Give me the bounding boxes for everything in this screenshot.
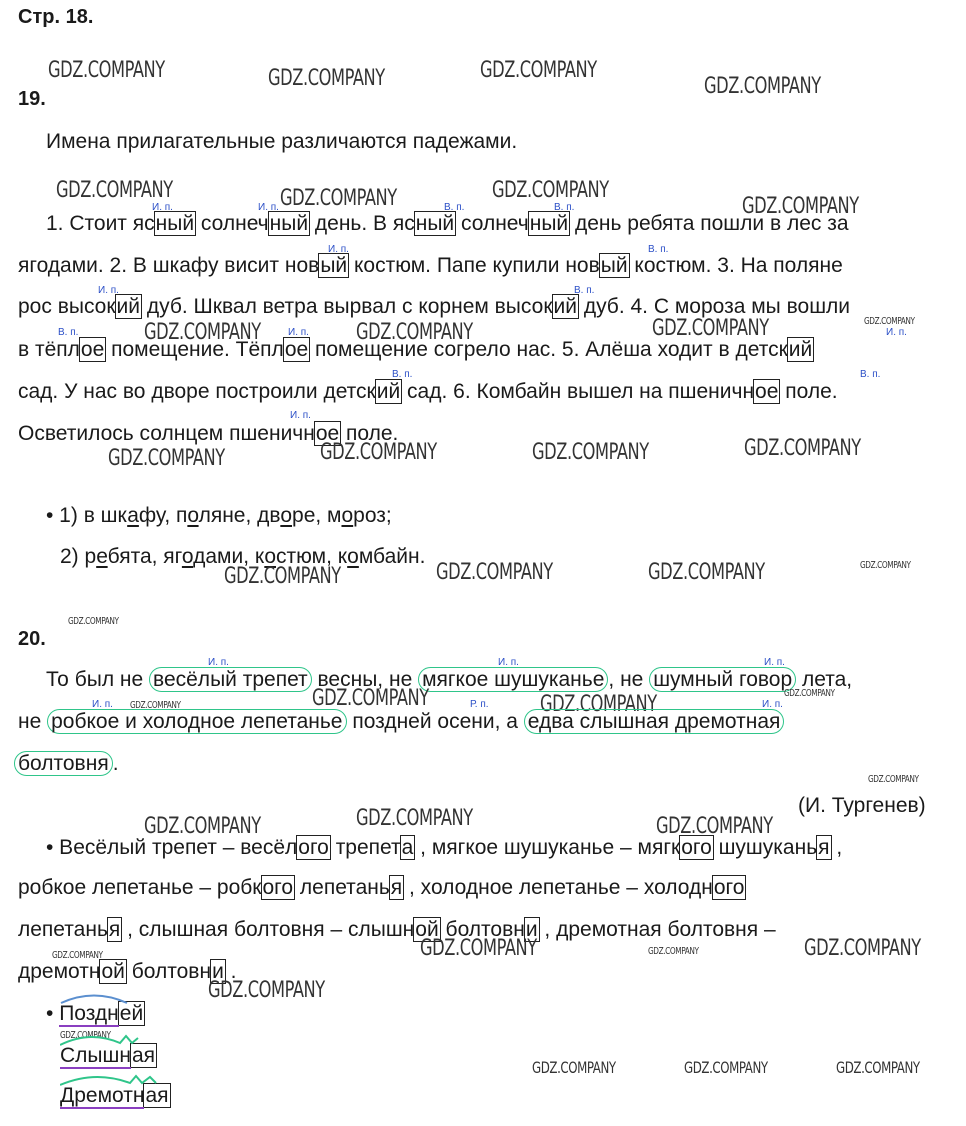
- watermark: GDZ.COMPANY: [224, 564, 341, 589]
- root-arc: [60, 1034, 140, 1046]
- watermark: GDZ.COMPANY: [436, 560, 553, 585]
- sentence-line: рос высокий дуб. Шквал ветра вырвал с корнем высокий дуб. 4. С мороза мы вошли: [18, 295, 851, 318]
- watermark: GDZ.COMPANY: [864, 316, 915, 327]
- sentence-line: сад. У нас во дворе построили детский сад. 6. Комбайн вышел на пшеничное поле.: [18, 380, 838, 403]
- bullet-line: лепетанья , слышная болтовня – слышной болтовни , дремотная болтовня –: [18, 918, 776, 941]
- adjective-ending: ный: [415, 212, 455, 235]
- case-label: И. п.: [98, 285, 119, 296]
- case-label: В. п.: [574, 285, 595, 296]
- sentence-line: То был не весёлый трепет весны, не мягкое шушуканье , не шумный говор лета,: [46, 668, 853, 691]
- watermark: GDZ.COMPANY: [130, 700, 181, 711]
- watermark: GDZ.COMPANY: [480, 58, 597, 83]
- sentence-line: ягодами. 2. В шкафу висит новый костюм. Папе купили новый костюм. 3. На поляне: [18, 254, 843, 277]
- root-arc: [59, 992, 129, 1004]
- case-label: И. п.: [498, 657, 519, 668]
- adjective-ending: ный: [529, 212, 569, 235]
- sentence-line: болтовня .: [14, 750, 119, 778]
- task-number: 19.: [18, 88, 46, 110]
- case-label: И. п.: [290, 410, 311, 421]
- watermark: GDZ.COMPANY: [868, 774, 919, 785]
- bullet-line: • 1) в шкафу, поляне, дворе, мороз;: [46, 504, 392, 527]
- case-label: И. п.: [764, 657, 785, 668]
- watermark: GDZ.COMPANY: [648, 946, 699, 957]
- watermark: GDZ.COMPANY: [144, 320, 261, 345]
- adjective-ending: ое: [315, 422, 340, 445]
- case-label: В. п.: [58, 327, 79, 338]
- task-intro: Имена прилагательные различаются падежами.: [46, 130, 518, 153]
- watermark: GDZ.COMPANY: [532, 1058, 616, 1077]
- case-label: В. п.: [444, 202, 465, 213]
- watermark: GDZ.COMPANY: [804, 936, 921, 961]
- sentence-line: не робкое и холодное лепетанье поздней осени, а едва слышная дремотная: [18, 708, 784, 736]
- case-label: В. п.: [860, 369, 881, 380]
- phrase-highlight: мягкое шушуканье: [418, 667, 608, 692]
- case-label: И. п.: [208, 657, 229, 668]
- phrase-highlight: болтовня: [14, 751, 113, 776]
- adjective-ending: ный: [155, 212, 195, 235]
- case-label: И. п.: [288, 327, 309, 338]
- watermark: GDZ.COMPANY: [52, 950, 103, 961]
- watermark: GDZ.COMPANY: [784, 688, 835, 699]
- watermark: GDZ.COMPANY: [108, 446, 225, 471]
- watermark: GDZ.COMPANY: [652, 316, 769, 341]
- watermark: GDZ.COMPANY: [60, 1030, 111, 1041]
- case-label: И. п.: [762, 699, 783, 710]
- watermark: GDZ.COMPANY: [648, 560, 765, 585]
- case-label: Р. п.: [470, 699, 489, 710]
- adjective-ending: ый: [320, 254, 348, 277]
- adjective-ending: ий: [788, 338, 813, 361]
- adjective-ending: ое: [755, 380, 779, 403]
- page-reference: Стр. 18.: [18, 6, 94, 28]
- phrase-highlight: весёлый трепет: [149, 667, 312, 692]
- bullet-line: 2) ребята, ягодами, костюм, комбайн.: [60, 545, 426, 568]
- case-label: И. п.: [258, 202, 279, 213]
- watermark: GDZ.COMPANY: [540, 692, 657, 717]
- phrase-highlight: шумный говор: [649, 667, 796, 692]
- author: (И. Тургенев): [798, 794, 926, 817]
- case-label: И. п.: [92, 699, 113, 710]
- watermark: GDZ.COMPANY: [208, 978, 325, 1003]
- watermark: GDZ.COMPANY: [320, 440, 437, 465]
- adjective-ending: ый: [600, 254, 628, 277]
- watermark: GDZ.COMPANY: [742, 194, 859, 219]
- case-label: В. п.: [392, 369, 413, 380]
- case-label: В. п.: [648, 244, 669, 255]
- watermark: GDZ.COMPANY: [312, 686, 429, 711]
- watermark: GDZ.COMPANY: [492, 178, 609, 203]
- adjective-ending: ое: [284, 338, 309, 361]
- watermark: GDZ.COMPANY: [836, 1058, 920, 1077]
- case-label: И. п.: [152, 202, 173, 213]
- sentence-line: 1. Стоит ясный солнечный день. В ясный солнечный день ребята пошли в лес за: [46, 212, 849, 235]
- watermark: GDZ.COMPANY: [68, 616, 119, 627]
- phrase-highlight: робкое и холодное лепетанье: [47, 709, 346, 734]
- adjective-ending: ный: [269, 212, 309, 235]
- sentence-line: Осветилось солнцем пшеничное поле.: [18, 422, 399, 445]
- watermark: GDZ.COMPANY: [268, 66, 385, 91]
- watermark: GDZ.COMPANY: [420, 936, 537, 961]
- phrase-highlight: едва слышная дремотная: [524, 709, 785, 734]
- adjective-ending: ое: [80, 338, 105, 361]
- case-label: В. п.: [554, 202, 575, 213]
- task-number: 20.: [18, 628, 46, 650]
- bullet-line: робкое лепетанье – робкого лепетанья , холодное лепетанье – холодного: [18, 876, 745, 899]
- case-label: И. п.: [328, 244, 349, 255]
- watermark: GDZ.COMPANY: [56, 178, 173, 203]
- morph-word: • Поздней: [46, 1000, 144, 1028]
- adjective-ending: ий: [376, 380, 401, 403]
- watermark: GDZ.COMPANY: [356, 320, 473, 345]
- morph-word: Слышная: [60, 1042, 156, 1070]
- morph-word: Дремотная: [60, 1082, 170, 1110]
- watermark: GDZ.COMPANY: [144, 814, 261, 839]
- watermark: GDZ.COMPANY: [48, 58, 165, 83]
- watermark: GDZ.COMPANY: [532, 440, 649, 465]
- watermark: GDZ.COMPANY: [860, 560, 911, 571]
- watermark: GDZ.COMPANY: [656, 814, 773, 839]
- bullet-line: дремотной болтовни .: [18, 960, 237, 983]
- watermark: GDZ.COMPANY: [280, 186, 397, 211]
- watermark: GDZ.COMPANY: [356, 806, 473, 831]
- adjective-ending: ий: [116, 295, 141, 318]
- adjective-ending: ий: [553, 295, 577, 318]
- watermark: GDZ.COMPANY: [744, 436, 861, 461]
- watermark: GDZ.COMPANY: [684, 1058, 768, 1077]
- root-arc: [60, 1074, 160, 1086]
- bullet-line: • Весёлый трепет – весёлого трепета , мягкое шушуканье – мягкого шушуканья ,: [46, 836, 843, 859]
- watermark: GDZ.COMPANY: [704, 74, 821, 99]
- sentence-line: в тёплое помещение. Тёплое помещение согрело нас. 5. Алёша ходит в детский: [18, 338, 813, 361]
- case-label: И. п.: [886, 327, 907, 338]
